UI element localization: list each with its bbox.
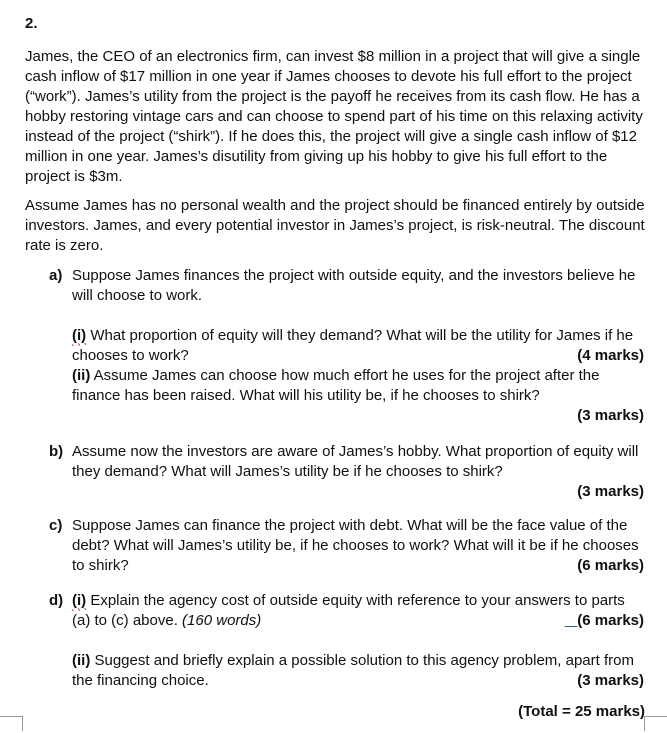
total-marks: (Total = 25 marks) [518,703,645,720]
question-number: 2. [25,15,38,32]
part-c [49,516,644,576]
page-corner-right [644,716,667,731]
part-b-text: Assume now the investors are aware of James’s hobby. What proportion of equity will they demand? What will James’s utility be if he chooses to shirk? [72,443,639,480]
part-a-ii [72,366,644,406]
assumption-paragraph: Assume James has no personal wealth and the project should be financed entirely by outside investors. James, and every potential investor in James’s project, is risk-neutral. The discount rate is zero. [25,197,645,254]
part-c-text: Suppose James can finance the project with debt. What will be the face value of the debt? What will James’s utility be, if he chooses to work? What will it be if he chooses to shirk? [72,517,639,574]
part-d-ii-label: (ii) [72,652,91,669]
part-b [49,442,644,502]
part-c-label: c) [49,517,63,534]
part-a-label: a) [49,267,63,284]
part-a-text: Suppose James finances the project with outside equity, and the investors believe he will choose to work. [72,267,636,304]
part-d [49,591,644,691]
part-d-i-marks [565,612,644,629]
part-a-i-text: What proportion of equity will they demand? What will be the utility for James if he chooses to work? [72,327,634,364]
part-d-ii-marks: (3 marks) [577,672,644,689]
part-d-i-text: Explain the agency cost of outside equity with reference to your answers to parts (a) to (c) above. [72,592,625,629]
part-a [49,266,644,426]
part-b-label: b) [49,443,64,460]
part-a-ii-label: (ii) [72,367,91,384]
page-corner-left [0,716,23,731]
part-b-marks: (3 marks) [577,483,644,500]
part-a-ii-marks: (3 marks) [577,407,644,424]
part-d-label: d) [49,592,64,609]
part-a-ii-text: Assume James can choose how much effort he uses for the project after the finance has been raised. What will his utility be, if he chooses to shirk? [72,367,600,404]
part-d-ii-text: Suggest and briefly explain a possible solution to this agency problem, apart from the financing choice. [72,652,634,689]
part-a-i-marks: (4 marks) [577,347,644,364]
part-d-i-label: (i) [72,592,87,609]
intro-paragraph: James, the CEO of an electronics firm, can invest $8 million in a project that will give a single cash inflow of $17 million in one year if James chooses to devote his full effort to the project (“work”). James’s utility from the project is the payoff he receives from its cash flow. He has a hobby restoring vintage cars and can choose to spend part of his time on this relaxing activity instead of the project (“shirk”). If he does this, the project will give a single cash inflow of $12 million in one year. James’s disutility from giving up his hobby to give his full effort to the project is $3m. [25,48,643,185]
part-d-i-words: (160 words) [182,612,262,629]
part-c-marks: (6 marks) [577,557,644,574]
part-d-i-marks-text: (6 marks) [577,612,644,629]
part-a-i-label: (i) [72,327,87,344]
